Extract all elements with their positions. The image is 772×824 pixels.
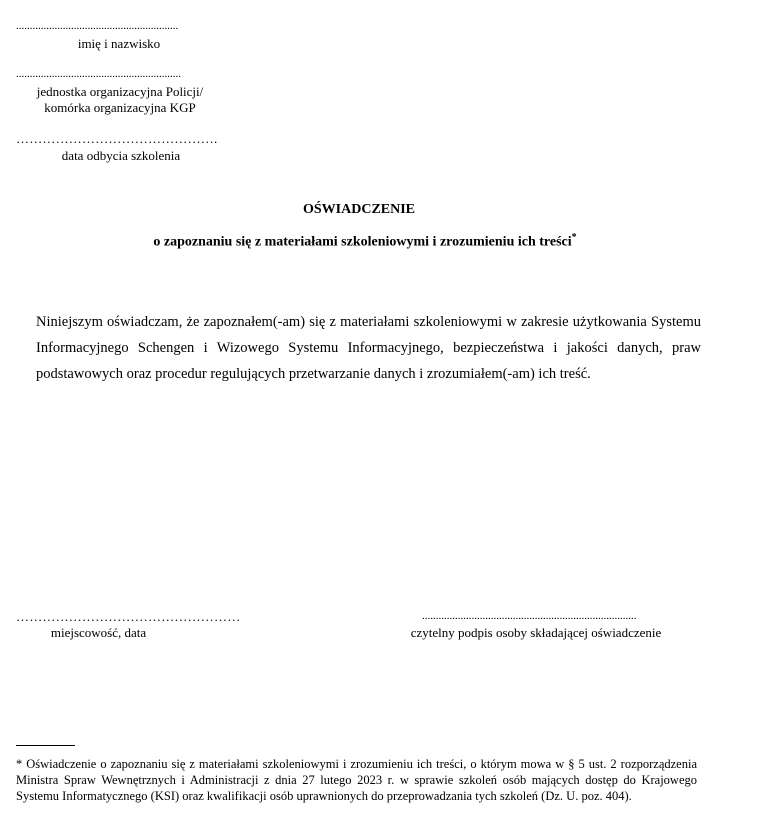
footnote-mark: *: [16, 757, 23, 771]
name-caption: imię i nazwisko: [77, 36, 161, 51]
subtitle-footnote-mark: *: [571, 232, 577, 243]
date-caption: data odbycia szkolenia: [61, 148, 181, 163]
name-dotted-line: ...........................................................: [16, 20, 179, 32]
document-subtitle: [0, 232, 730, 251]
signature-caption: czytelny podpis osoby składającej oświadczenie: [410, 625, 662, 640]
unit-caption-line2: komórka organizacyjna KGP: [44, 100, 196, 115]
subtitle-text: o zapoznaniu się z materiałami szkoleniowymi i zrozumieniu ich treści: [153, 234, 572, 250]
footnote-separator: [16, 745, 75, 746]
document-title: OŚWIADCZENIE: [302, 202, 416, 217]
place-date-caption: miejscowość, data: [50, 625, 147, 640]
place-date-dotted-line: ……………………………………………: [16, 610, 241, 624]
unit-dotted-line: ............................................................: [16, 68, 181, 80]
date-dotted-line: ……………………………………….: [16, 132, 218, 146]
statement-paragraph: Niniejszym oświadczam, że zapoznałem(-am) się z materiałami szkoleniowymi w zakresie użytkowania Systemu Informacyjnego Schengen i Wizowego Systemu Informacyjnego, bezpieczeństwa i jakości danych, praw podstawowych oraz procedur regulujących przetwarzanie danych i zrozumiałem(-am) ich treść.: [36, 314, 701, 382]
unit-caption-line1: jednostka organizacyjna Policji/: [36, 84, 204, 99]
footnote: [16, 756, 697, 804]
signature-dotted-line: ..............................................................................: [422, 610, 637, 622]
footnote-text: Oświadczenie o zapoznaniu się z materiałami szkoleniowymi i zrozumieniu ich treści, o którym mowa w § 5 ust. 2 rozporządzenia Ministra Spraw Wewnętrznych i Administracji z dnia 27 lutego 2023 r. w sprawie szkoleń osób mających dostęp do Krajowego Systemu Informatycznego (KSI) oraz kwalifikacji osób uprawnionych do przeprowadzania tych szkoleń (Dz. U. poz. 404).: [16, 757, 697, 803]
